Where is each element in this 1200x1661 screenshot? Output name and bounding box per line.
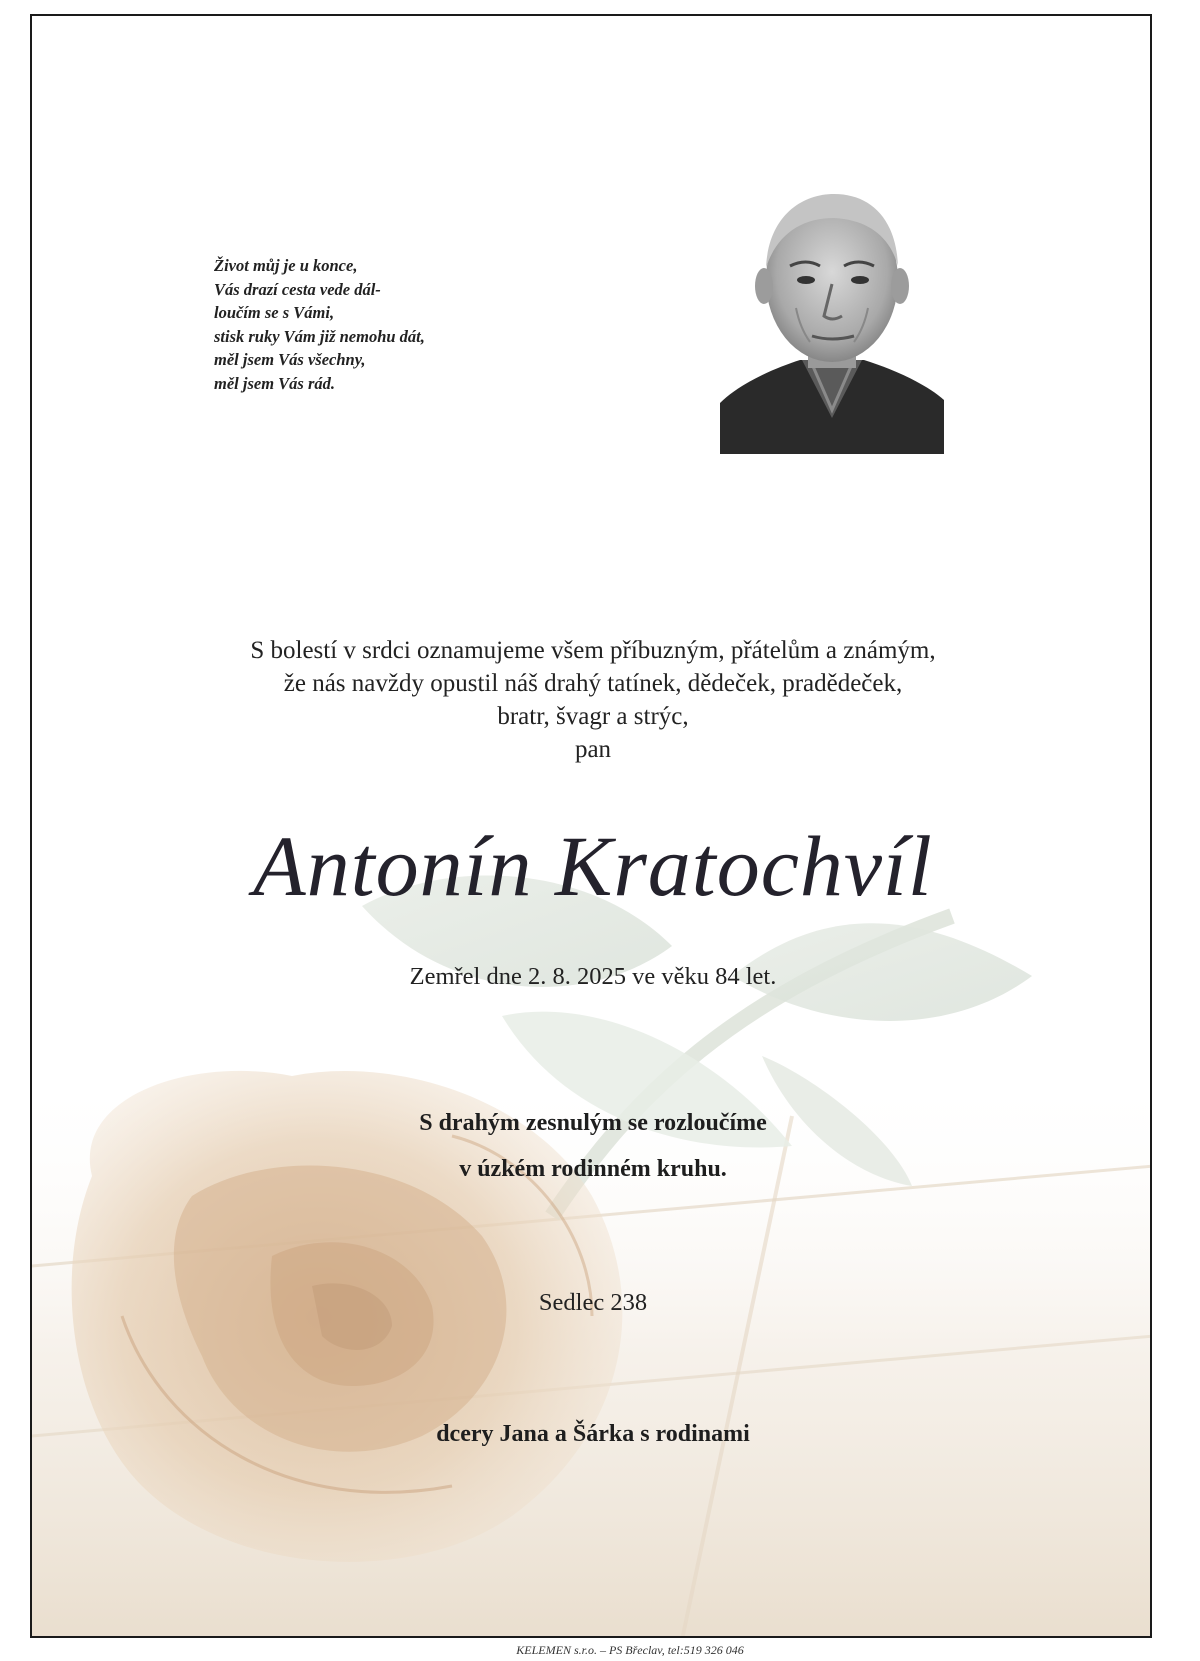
farewell-line: v úzkém rodinném kruhu. xyxy=(459,1156,727,1182)
farewell-line: S drahým zesnulým se rozloučíme xyxy=(419,1110,767,1136)
printer-credit: KELEMEN s.r.o. – PS Břeclav, tel:519 326 046 xyxy=(516,1643,744,1657)
poem-line: měl jsem Vás rád. xyxy=(214,373,336,393)
farewell-text xyxy=(32,1100,1152,1192)
announcement-line: že nás navždy opustil náš drahý tatínek, dědeček, pradědeček, xyxy=(283,670,903,697)
address: Sedlec 238 xyxy=(538,1289,648,1316)
poem-line: měl jsem Vás všechny, xyxy=(214,350,366,369)
poem-line: stisk ruky Vám již nemohu dát, xyxy=(214,326,425,346)
poem-line: Život můj je u konce, xyxy=(214,256,358,275)
family-signature: dcery Jana a Šárka s rodinami xyxy=(436,1421,750,1447)
poem-line: loučím se s Vámi, xyxy=(214,303,335,322)
deceased-name: Antonín Kratochvíl xyxy=(253,818,933,914)
announcement-line: bratr, švagr a strýc, xyxy=(497,703,689,730)
announcement-line: S bolestí v srdci oznamujeme všem příbuzným, přátelům a známým, xyxy=(250,637,936,664)
announcement-line: pan xyxy=(574,736,612,763)
obituary-frame xyxy=(30,14,1152,1638)
poem xyxy=(214,254,534,395)
portrait-photo xyxy=(720,188,944,454)
poem-line: Vás drazí cesta vede dál- xyxy=(214,279,381,299)
death-info: Zemřel dne 2. 8. 2025 ve věku 84 let. xyxy=(409,963,777,990)
announcement-text xyxy=(32,634,1152,766)
